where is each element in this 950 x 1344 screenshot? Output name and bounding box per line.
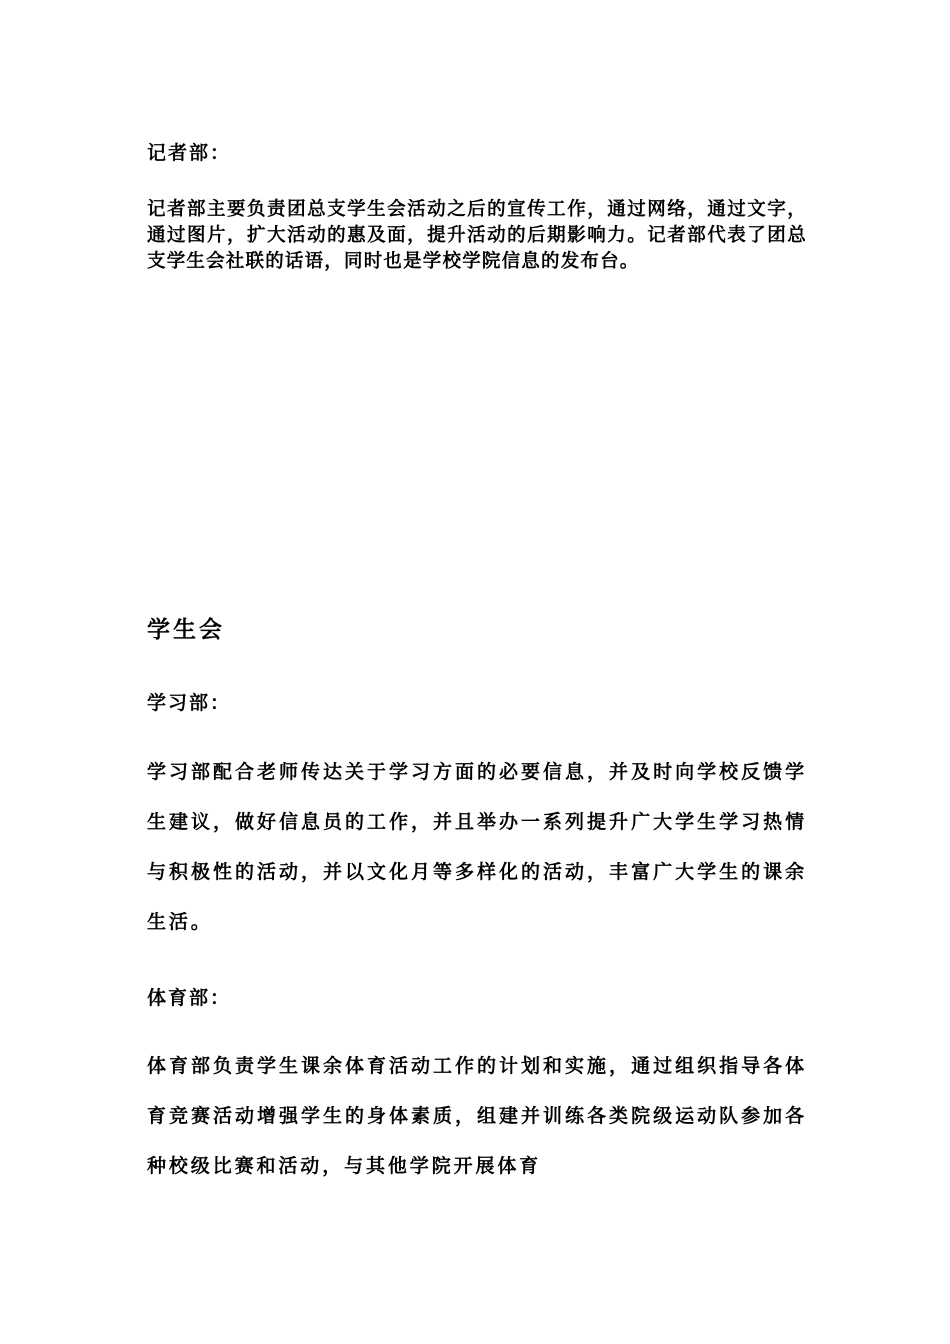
- sports-dept-description: 体育部负责学生课余体育活动工作的计划和实施，通过组织指导各体育竞赛活动增强学生的身体素质，组建并训练各类院级运动队参加各种校级比赛和活动，与其他学院开展体育: [147, 1055, 807, 1177]
- sports-dept-heading: 体育部：: [147, 987, 232, 1009]
- student-union-title: 学生会: [147, 617, 225, 643]
- study-dept-heading: 学习部：: [147, 692, 232, 714]
- reporter-dept-heading: 记者部：: [147, 142, 232, 164]
- reporter-dept-description: 记者部主要负责团总支学生会活动之后的宣传工作，通过网络，通过文字，通过图片，扩大活动的惠及面，提升活动的后期影响力。记者部代表了团总支学生会社联的话语，同时也是学校学院信息的发布台。: [147, 199, 807, 272]
- study-dept-description: 学习部配合老师传达关于学习方面的必要信息，并及时向学校反馈学生建议，做好信息员的工作，并且举办一系列提升广大学生学习热情与积极性的活动，并以文化月等多样化的活动，丰富广大学生的课余生活。: [147, 761, 807, 933]
